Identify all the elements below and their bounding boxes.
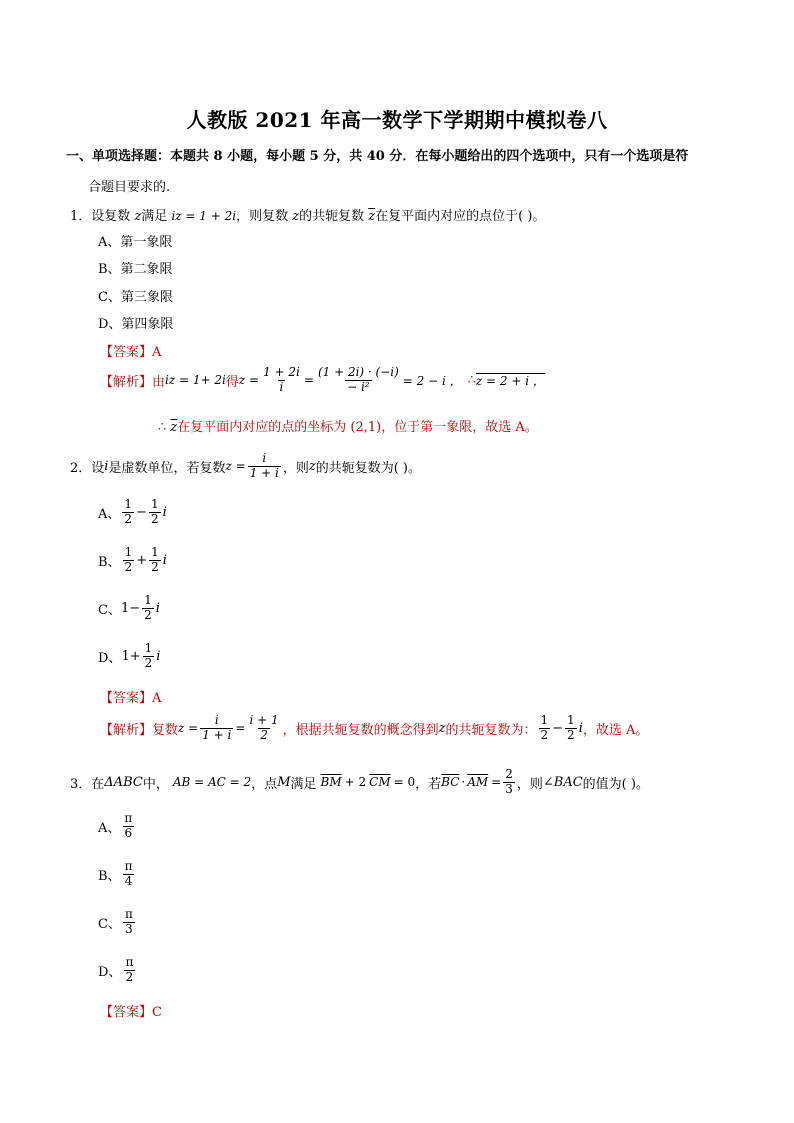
q3-option-c: C、 $\frac{\pi}{3}$ — [98, 907, 133, 936]
q2-option-c: C、 1 − $\frac{1}{2}$ i — [98, 593, 160, 622]
q2-fraction: $\frac{i}{1 + i}$ — [249, 451, 279, 480]
q2-option-b: B、 $\frac{1}{2}$ + $\frac{1}{2}$ i — [98, 545, 167, 574]
question-1: 1．设复数 z满足 iz = 1 + 2i，则复数 z的共轭复数 $\overline{z}$在复平面内对应的点位于( )。 — [70, 209, 546, 224]
q3-answer: 【答案】C — [100, 1005, 162, 1020]
q1-fraction-2: $\frac{(1 + 2i) \cdot (-i)}{\text{− i²}}$ — [317, 365, 399, 394]
q2-analysis: 【解析】 复数 z = $\frac{i}{1 + i}$ = $\frac{i + 1}{2}$ ，根据共轭复数的概念得到 z 的共轭复数为： $\frac{1}{2}$ − $\frac{1}{2}$ i ，故选 A。 — [100, 713, 649, 742]
q1-analysis-line2: ∴ $\overline{z}$在复平面内对应的点的坐标为 (2,1)，位于第一象限，故选 A。 — [158, 420, 538, 435]
q1-fraction-1: $\frac{1 + 2i}{i}$ — [263, 365, 300, 394]
section-heading-cont: 合题目要求的. — [88, 180, 171, 195]
q1-option-b: B、第二象限 — [98, 262, 173, 277]
q2-answer: 【答案】A — [100, 691, 162, 706]
q1-answer: 【答案】A — [100, 345, 162, 360]
question-2: 2． 设 i 是虚数单位，若复数 z = $\frac{i}{1 + i}$ ，则 z 的共轭复数为( )。 — [70, 451, 421, 480]
q1-option-a: A、第一象限 — [98, 235, 173, 250]
q1-option-c: C、第三象限 — [98, 290, 173, 305]
q3-option-a: A、 $\frac{\pi}{6}$ — [98, 811, 133, 840]
section-heading: 一、单项选择题：本题共 8 小题，每小题 5 分，共 40 分．在每小题给出的四个选项中，只有一个选项是符 — [66, 149, 689, 164]
page-title: 人教版 2021 年高一数学下学期期中模拟卷八 — [186, 108, 608, 132]
q3-option-d: D、 $\frac{\pi}{2}$ — [98, 955, 134, 984]
q1-analysis-line1: 【解析】 由 iz = 1+ 2i 得 z = $\frac{1 + 2i}{i}$ = $\frac{(1 + 2i) \cdot (-i)}{\text{− i²}}$ = 2 − i ， ∴ z = 2 + i ， — [100, 365, 545, 394]
q2-option-d: D、 1 + $\frac{1}{2}$ i — [98, 641, 161, 670]
q2-option-a: A、 $\frac{1}{2}$ − $\frac{1}{2}$ i — [98, 497, 167, 526]
question-3: 3． 在 ΔABC 中， AB = AC = 2 ，点 M 满足 $\overline{BM}$ + 2 $\overline{CM}$ = 0 ，若 $\overline{BC}$ · $\overline{AM}$ = $\frac{2}{3}$ ，则 ∠BAC 的值为( )。 — [70, 767, 649, 796]
q3-option-b: B、 $\frac{\pi}{4}$ — [98, 859, 133, 888]
q1-option-d: D、第四象限 — [98, 317, 174, 332]
